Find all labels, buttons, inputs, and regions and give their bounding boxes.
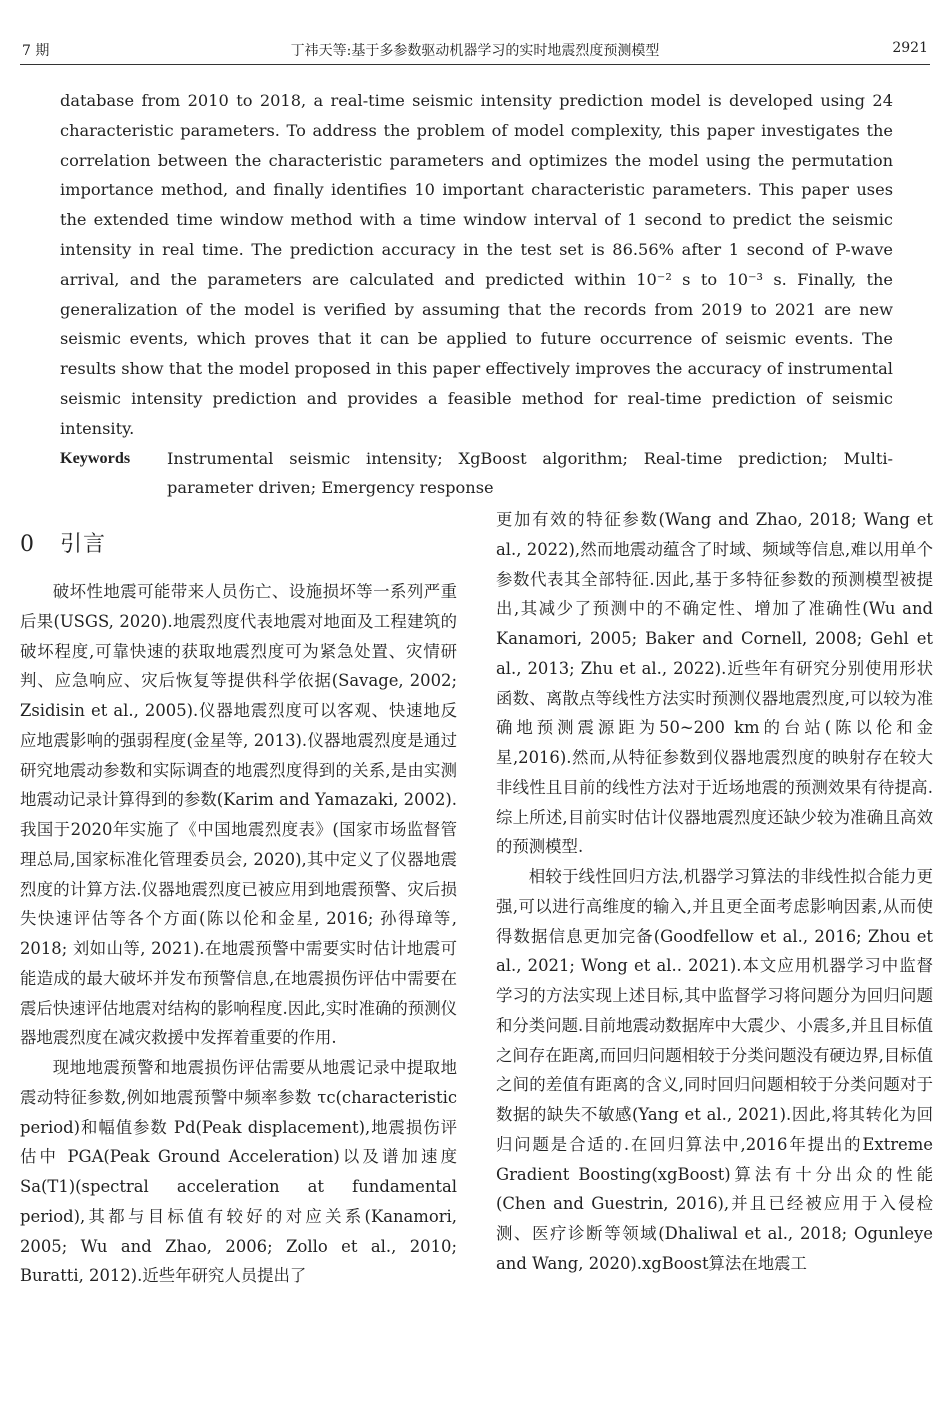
left-column — [20, 505, 457, 1291]
section-title: 引言 — [60, 532, 107, 557]
keywords-text: Instrumental seismic intensity; XgBoost algorithm; Real-time prediction; Multi-parameter driven; Emergency response — [167, 448, 893, 498]
paragraph: 破坏性地震可能带来人员伤亡、设施损坏等一系列严重后果(USGS, 2020).地震烈度代表地震对地面及工程建筑的破坏程度,可靠快速的获取地震烈度可为紧急处置、灾情研判、应急响应、灾后恢复等提供科学依据(Savage, 2002; Zsidisin et al., 2005).仪器地震烈度可以客观、快速地反应地震影响的强弱程度(金星等, 2013).仪器地震烈度是通过研究地震动参数和实际调查的地震烈度得到的关系,是由实测地震动记录计算得到的参数(Karim and Yamazaki, 2002).我国于2020年实施了《中国地震烈度表》(国家市场监督管理总局,国家标准化管理委员会, 2020),其中定义了仪器地震烈度的计算方法.仪器地震烈度已被应用到地震预警、灾后损失快速评估等各个方面(陈以伦和金星, 2016; 孙得璋等, 2018; 刘如山等, 2021).在地震预警中需要实时估计地震可能造成的最大破坏并发布预警信息,在地震损伤评估中需要在震后快速评估地震对结构的影响程度.因此,实时准确的预测仪器地震烈度在减灾救援中发挥着重要的作用. — [20, 582, 457, 1048]
paragraph: 相较于线性回归方法,机器学习算法的非线性拟合能力更强,可以进行高维度的输入,并且更全面考虑影响因素,从而使得数据信息更加完备(Goodfellow et al., 2016; Zhou et al., 2021; Wong et al.. 2021).本文应用机器学习中监督学习的方法实现上述目标,其中监督学习将问题分为回归问题和分类问题.目前地震动数据库中大震少、小震多,并且目标值之间存在距离,而回归问题相较于分类问题没有硬边界,目标值之间的差值有距离的含义,同时回归问题相较于分类问题对于数据的缺失不敏感(Yang et al., 2021).因此,将其转化为回归问题是合适的.在回归算法中,2016年提出的Extreme Gradient Boosting(xgBoost)算法有十分出众的性能(Chen and Guestrin, 2016),并且已经被应用于入侵检测、医疗诊断等领域(Dhaliwal et al., 2018; Ogunleye and Wang, 2020).xgBoost算法在地震工 — [496, 867, 933, 1273]
issue-number: 7 期 — [22, 43, 50, 59]
page-number: 2921 — [892, 40, 928, 56]
paragraph: 更加有效的特征参数(Wang and Zhao, 2018; Wang et al., 2022),然而地震动蕴含了时域、频域等信息,难以用单个参数代表其全部特征.因此,基于多特征参数的预测模型被提出,其减少了预测中的不确定性、增加了准确性(Wu and Kanamori, 2005; Baker and Cornell, 2008; Gehl et al., 2013; Zhu et al., 2022).近些年有研究分别使用形状函数、离散点等线性方法实时预测仪器地震烈度,可以较为准确地预测震源距为50~200 km的台站(陈以伦和金星,2016).然而,从特征参数到仪器地震烈度的映射存在较大非线性且目前的线性方法对于近场地震的预测效果有待提高.综上所述,目前实时估计仪器地震烈度还缺少较为准确且高效的预测模型. — [496, 510, 933, 857]
keywords-label: Keywords — [60, 448, 131, 467]
running-title: 丁祎天等:基于多参数驱动机器学习的实时地震烈度预测模型 — [290, 43, 660, 59]
running-header — [20, 36, 930, 65]
paragraph: 现地地震预警和地震损伤评估需要从地震记录中提取地震动特征参数,例如地震预警中频率参数 τc(characteristic period)和幅值参数 Pd(Peak displacement),地震损伤评估中 PGA(Peak Ground Acceleration)以及谱加速度 Sa(T1)(spectral acceleration at fundamental period),其都与目标值有较好的对应关系(Kanamori, 2005; Wu and Zhao, 2006; Zollo et al., 2010; Buratti, 2012).近些年研究人员提出了 — [20, 1058, 457, 1286]
abstract-text: database from 2010 to 2018, a real-time seismic intensity prediction model is developed using 24 characteristic parameters. To address the problem of model complexity, this paper investigates the correlation between the characteristic parameters and optimizes the model using the permutation importance method, and finally identifies 10 important characteristic parameters. This paper uses the extended time window method with a time window interval of 1 second to predict the seismic intensity in real time. The prediction accuracy in the test set is 86.56% after 1 second of P-wave arrival, and the parameters are calculated and predicted within 10⁻² s to 10⁻³ s. Finally, the generalization of the model is verified by assuming that the records from 2019 to 2021 are new seismic events, which proves that it can be applied to future occurrence of seismic events. The results show that the model proposed in this paper effectively improves the accuracy of instrumental seismic intensity prediction and provides a feasible method for real-time prediction of seismic intensity. — [60, 91, 893, 438]
right-column — [496, 505, 933, 1279]
abstract — [60, 86, 893, 503]
keywords — [60, 444, 893, 504]
section-number: 0 — [20, 532, 35, 557]
section-heading — [20, 525, 457, 565]
